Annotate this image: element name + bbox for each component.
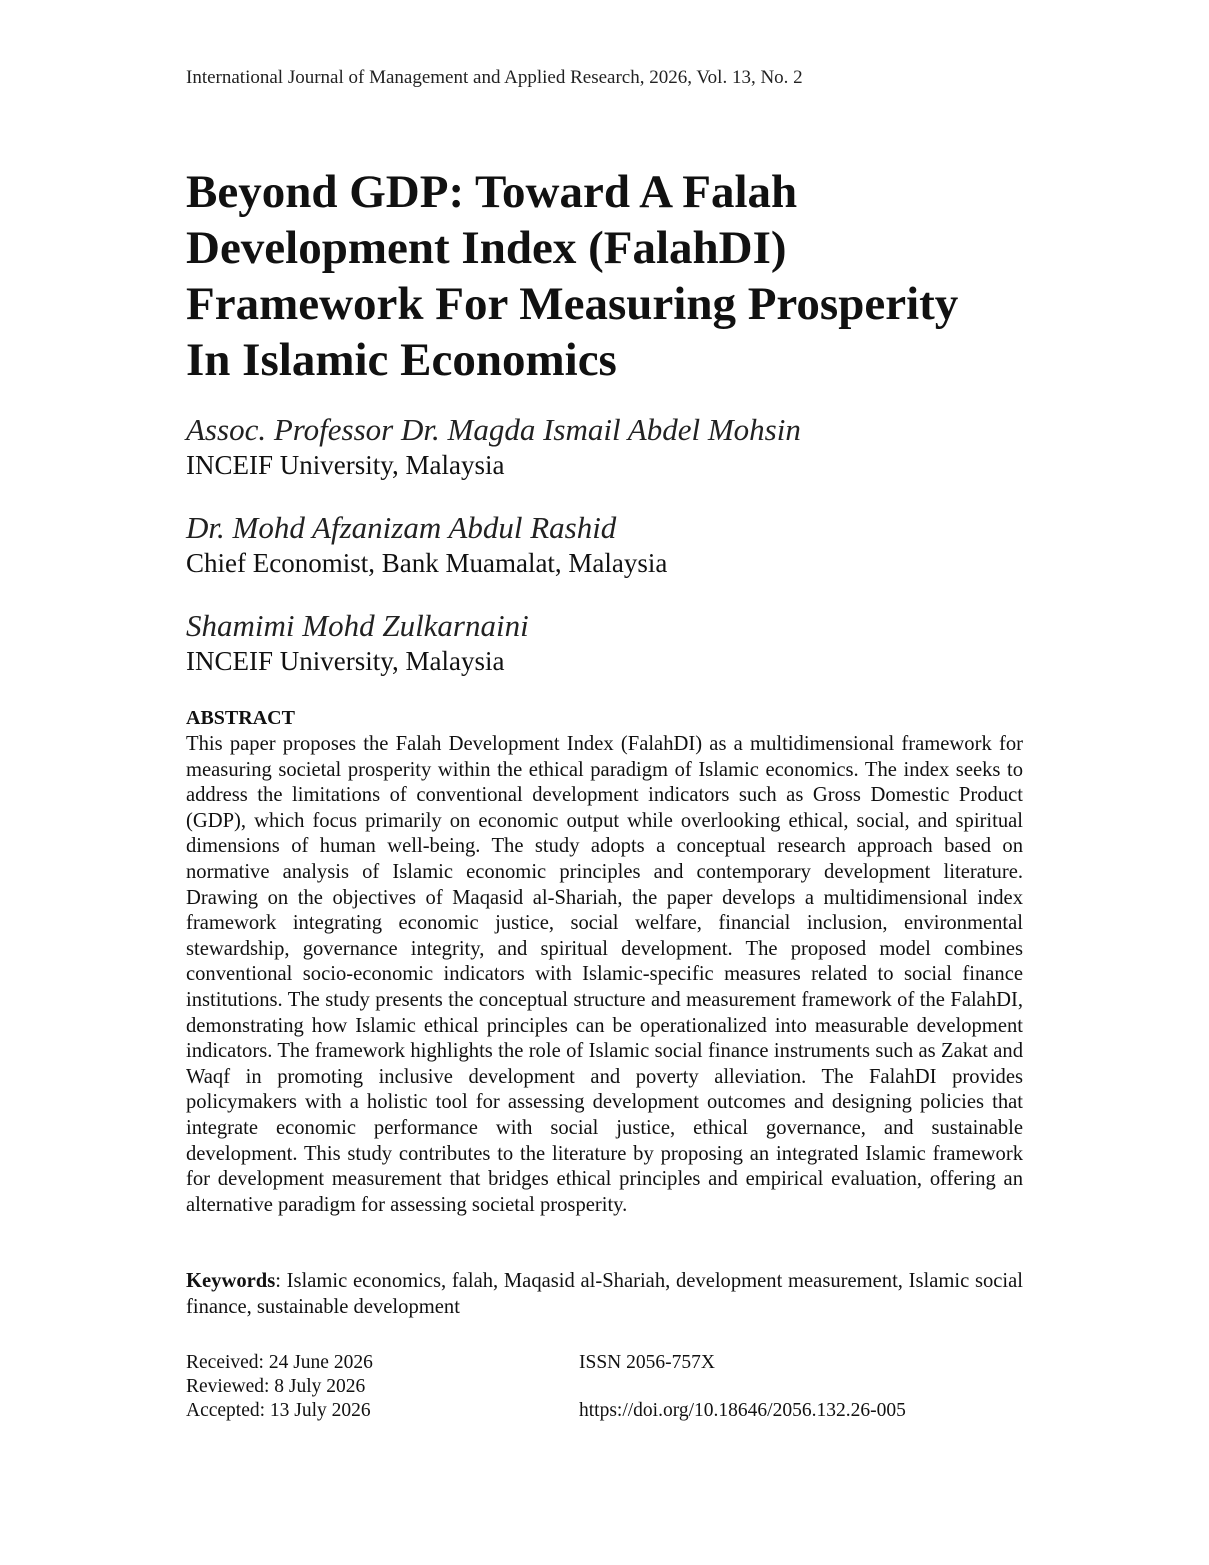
title-line: Beyond GDP: Toward A Falah [186, 166, 798, 218]
keywords-text: Islamic economics, falah, Maqasid al-Shariah, development measurement, Islamic social finance, sustainable development [186, 1270, 1023, 1318]
title-line: Development Index (FalahDI) [186, 222, 787, 274]
paper-title [186, 164, 1046, 388]
title-line: Framework For Measuring Prosperity [186, 278, 959, 330]
author-name: Shamimi Mohd Zulkarnaini [186, 608, 529, 643]
author-block [186, 510, 1046, 580]
author-name: Assoc. Professor Dr. Magda Ismail Abdel Mohsin [186, 412, 801, 447]
keywords-separator: : [275, 1270, 287, 1292]
keywords [186, 1269, 1023, 1320]
abstract-heading: ABSTRACT [186, 707, 295, 729]
doi-link[interactable]: https://doi.org/10.18646/2056.132.26-005 [579, 1400, 906, 1421]
title-line: In Islamic Economics [186, 334, 617, 386]
author-block [186, 608, 1046, 678]
running-head: International Journal of Management and Applied Research, 2026, Vol. 13, No. 2 [186, 67, 803, 88]
author-block [186, 412, 1046, 482]
abstract-body: This paper proposes the Falah Development Index (FalahDI) as a multidimensional framework for measuring societal prosperity within the ethical paradigm of Islamic economics. The index seeks to address the limitations of conventional development indicators such as Gross Domestic Product (GDP), which focus primarily on economic output while overlooking ethical, social, and spiritual dimensions of human well-being. The study adopts a conceptual research approach based on normative analysis of Islamic economic principles and contemporary development literature. Drawing on the objectives of Maqasid al-Shariah, the paper develops a multidimensional index framework integrating economic justice, social welfare, financial inclusion, environmental stewardship, governance integrity, and spiritual development. The proposed model combines conventional socio-economic indicators with Islamic-specific measures related to social finance institutions. The study presents the conceptual structure and measurement framework of the FalahDI, demonstrating how Islamic ethical principles can be operationalized into measurable development indicators. The framework highlights the role of Islamic social finance instruments such as Zakat and Waqf in promoting inclusive development and poverty alleviation. The FalahDI provides policymakers with a holistic tool for assessing development outcomes and designing policies that integrate economic performance with social justice, ethical governance, and sustainable development. This study contributes to the literature by proposing an integrated Islamic framework for development measurement that bridges ethical principles and empirical evaluation, offering an alternative paradigm for assessing societal prosperity. [186, 733, 1023, 1216]
accepted-date: Accepted: 13 July 2026 [186, 1400, 371, 1421]
publication-dates [186, 1351, 373, 1423]
author-affiliation: INCEIF University, Malaysia [186, 646, 505, 676]
author-name: Dr. Mohd Afzanizam Abdul Rashid [186, 510, 617, 545]
reviewed-date: Reviewed: 8 July 2026 [186, 1376, 366, 1397]
author-affiliation: INCEIF University, Malaysia [186, 450, 505, 480]
author-affiliation: Chief Economist, Bank Muamalat, Malaysia [186, 548, 668, 578]
keywords-label: Keywords [186, 1270, 276, 1292]
received-date: Received: 24 June 2026 [186, 1352, 373, 1373]
issn: ISSN 2056-757X [579, 1352, 715, 1373]
